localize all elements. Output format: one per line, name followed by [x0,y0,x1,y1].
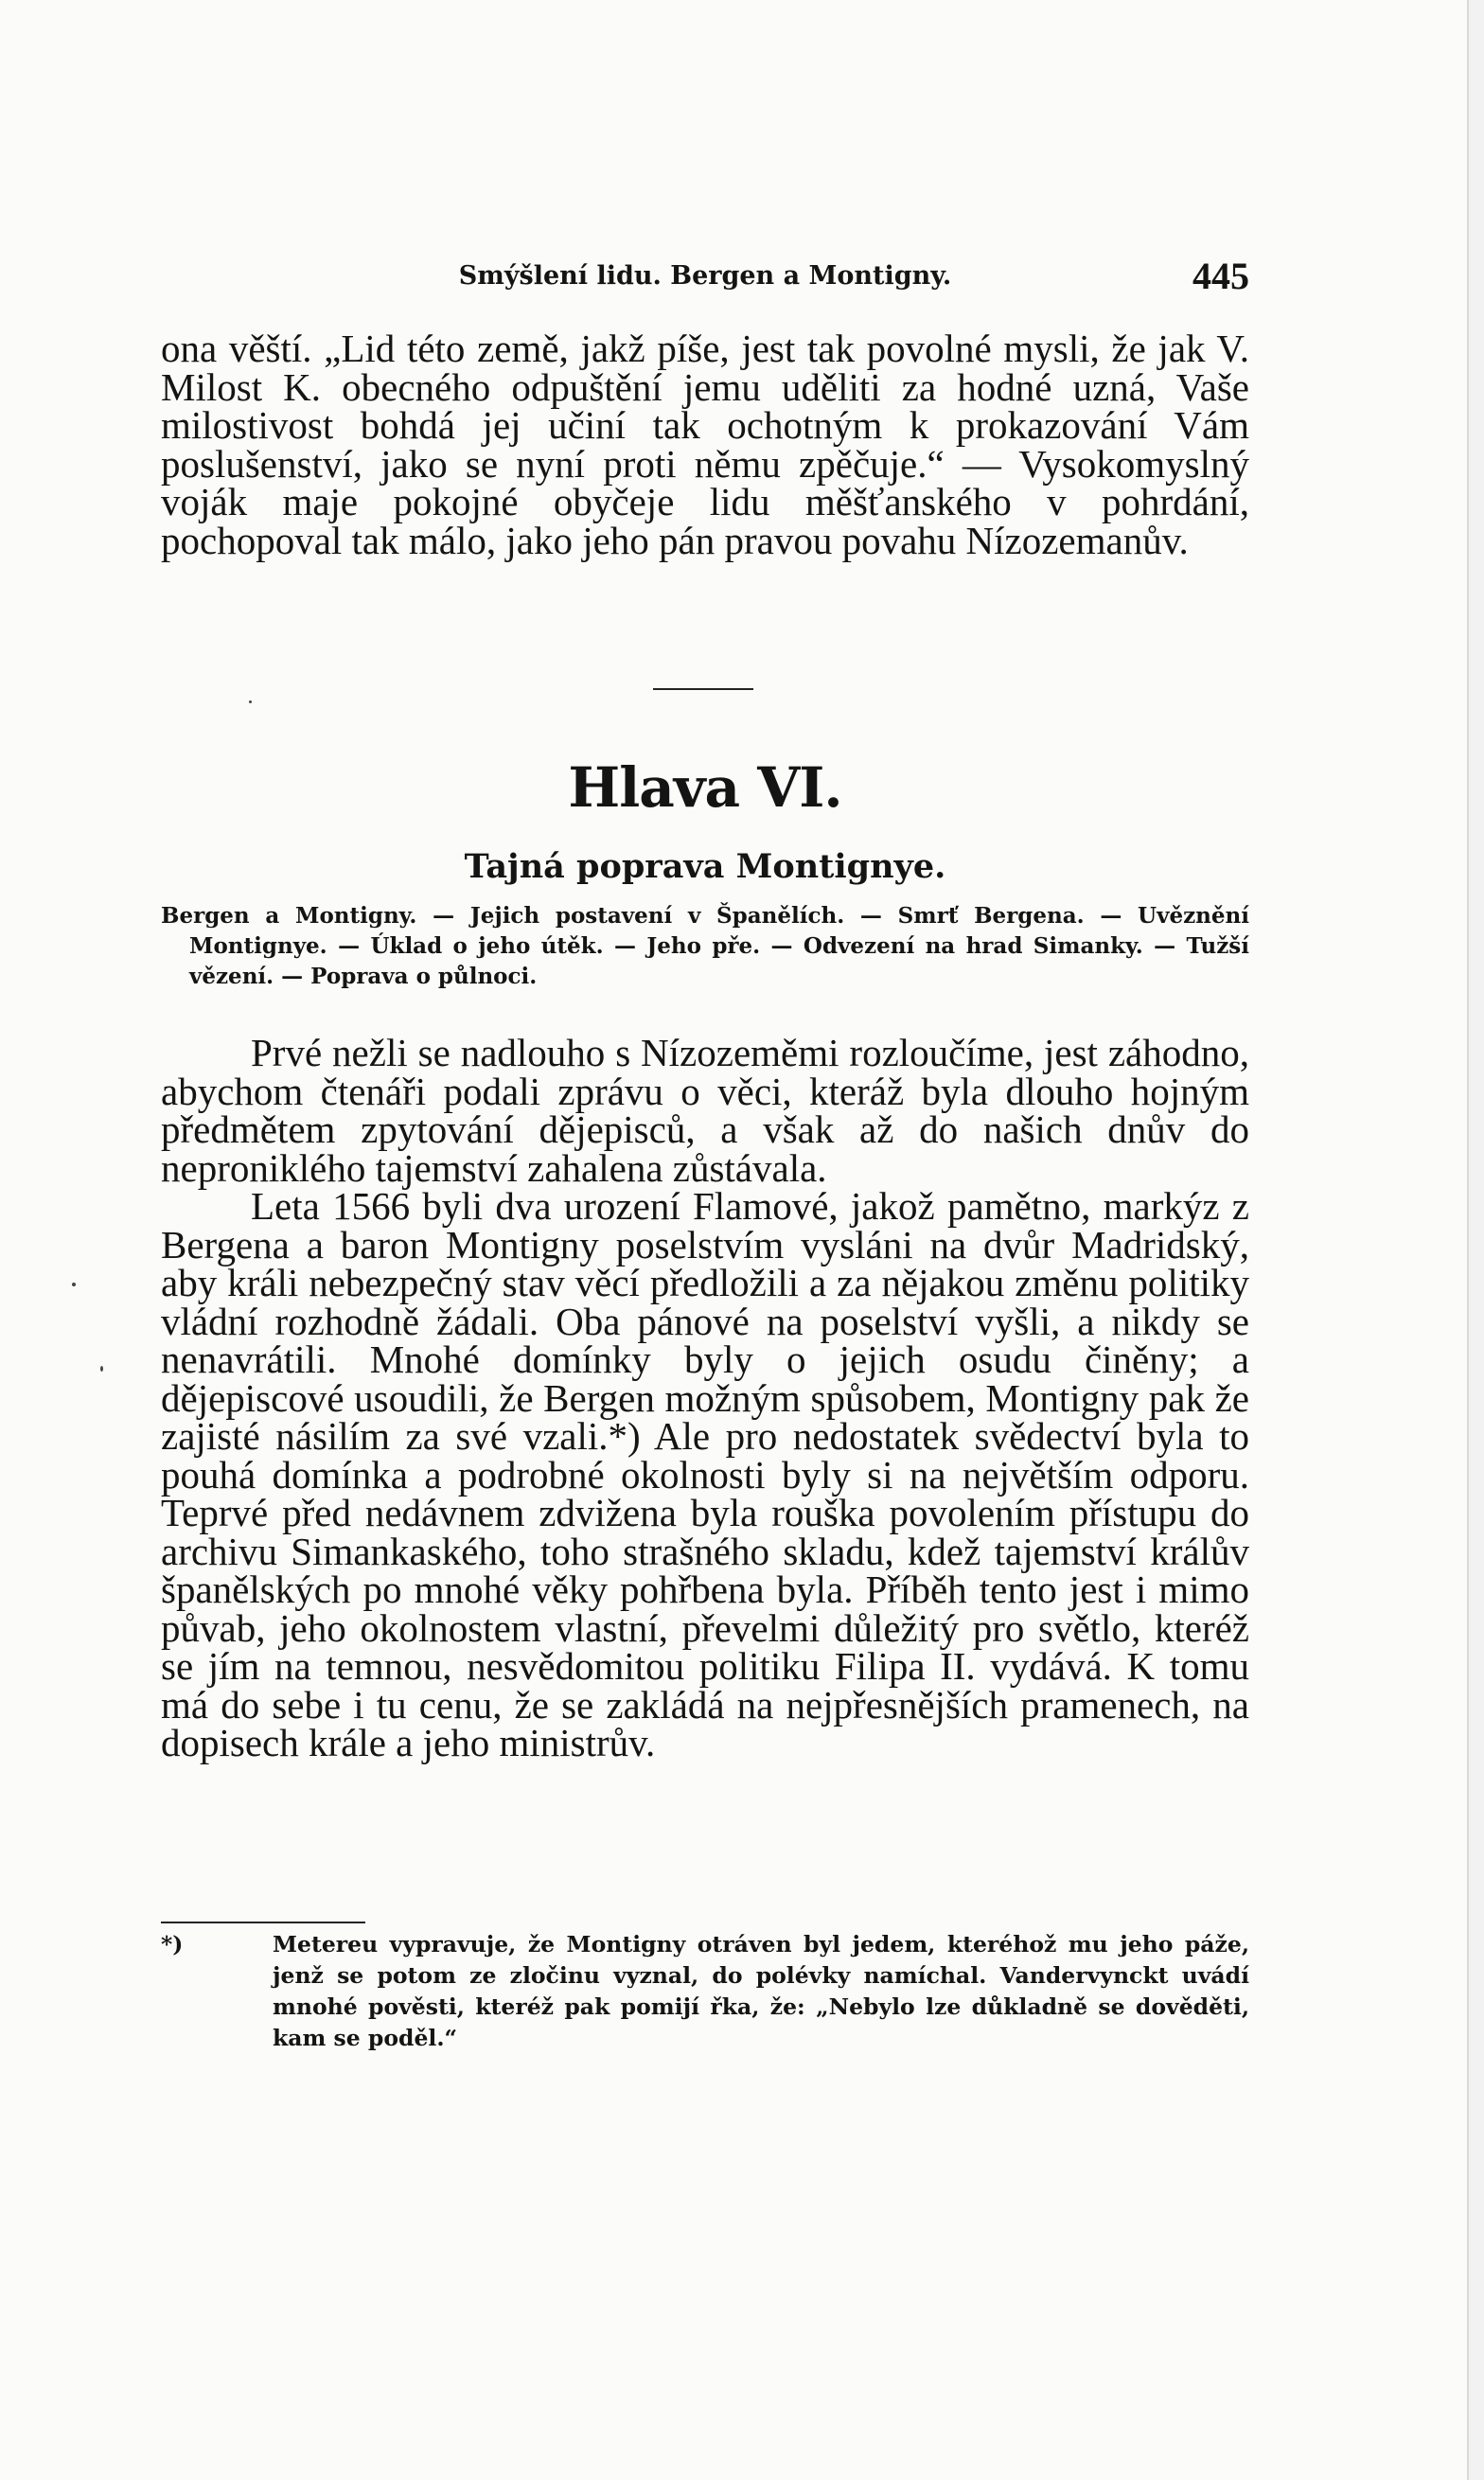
footnote-marker: *) [161,1931,184,1957]
page-number: 445 [1192,255,1249,297]
footnote [161,1929,1249,2054]
paper-speck [249,700,252,703]
footnote-divider [161,1922,365,1923]
chapter-title: Hlava VI. [568,755,842,820]
body-paragraph-1: Prvé nežli se nadlouho s Nízozeměmi rozloučíme, jest záhodno, abychom čtenáři podali zprávu o věci, kteráž byla dlouho hojným předmětem zpytování dějepisců, a však až do našich dnův do neproniklého tajemství zahalena zůstávala. [161,1031,1249,1190]
section-divider [653,688,753,690]
running-title: Smýšlení lidu. Bergen a Montigny. [458,261,952,291]
chapter-body [161,1031,1249,1764]
page-edge [1467,0,1484,2480]
body-paragraph-2: Leta 1566 byli dva urození Flamové, jakož pamětno, markýz z Bergena a baron Montigny poselstvím vysláni na dvůr Madridský, aby králi nebezpečný stav věcí předložili a za nějakou změnu politiky vládní rozhodně žádali. Oba pánové na poselství vyšli, a nikdy se nenavrátili. Mnohé domínky byly o jejich osudu činěny; a dějepiscové usoudili, že Bergen možným spůsobem, Montigny pak že zajisté násilím za své vzali.*) Ale pro nedostatek svědectví byla to pouhá domínka a podrobné okolnosti byly si na největším odporu. Teprvé před nedávnem zdvižena byla rouška povolením přístupu do archivu Simankaského, toho strašného skladu, kdež tajemství králův španělských po mnohé věky pohřbena byla. Příběh tento jest i mimo půvab, jeho okolnostem vlastní, převelmi důležitý pro světlo, kteréž se jím na temnou, nesvědomitou politiku Filipa II. vydává. K tomu má do sebe i tu cenu, že se zakládá na nejpřesnějších pramenech, na dopisech krále a jeho ministrův. [161,1184,1249,1764]
chapter-subtitle: Tajná poprava Montignye. [464,847,946,886]
paper-speck [100,1366,103,1372]
chapter-summary: Bergen a Montigny. — Jejich postavení v Španělích. — Smrť Bergena. — Uvěznění Montignye. — Úklad o jeho útěk. — Jeho pře. — Odvezení na hrad Simanky. — Tužší vězení. — Poprava o půlnoci. [161,903,1249,989]
continuation-paragraph: ona věští. „Lid této země, jakž píše, jest tak povolné mysli, že jak V. Milost K. obecného odpuštění jemu uděliti za hodné uzná, Vaše milostivost bohdá jej učiní tak ochotným k prokazování Vám poslušenství, jako se nyní proti němu zpěčuje.“ — Vysokomyslný voják maje pokojné obyčeje lidu měšťanského v pohrdání, pochopoval tak málo, jako jeho pán pravou povahu Nízozemanův. [161,327,1249,562]
footnote-text: Metereu vypravuje, že Montigny otráven byl jedem, kteréhož mu jeho páže, jenž se potom ze zločinu vyznal, do polévky namíchal. Vandervynckt uvádí mnohé pověsti, kteréž pak pomijí řka, že: „Nebylo lze důkladně se dověděti, kam se poděl.“ [273,1931,1249,2051]
paper-speck [72,1283,76,1286]
page-header [161,254,1249,299]
